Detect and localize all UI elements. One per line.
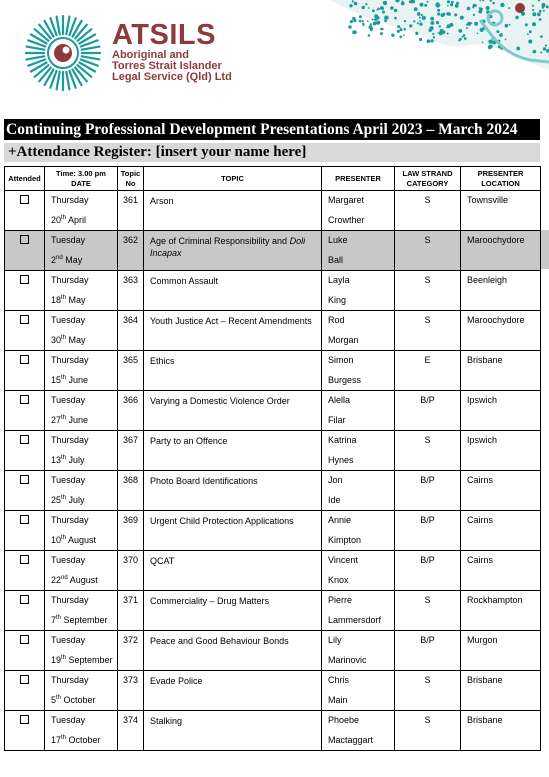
attended-checkbox[interactable] bbox=[20, 275, 29, 284]
atsils-emblem-icon bbox=[24, 14, 102, 92]
atsils-logo bbox=[24, 14, 102, 97]
topic-cell bbox=[144, 351, 322, 391]
date-cell bbox=[45, 311, 118, 351]
table-row bbox=[5, 271, 541, 311]
presenter-cell: Layla King bbox=[322, 271, 395, 311]
table-row bbox=[5, 631, 541, 671]
topic-cell bbox=[144, 471, 322, 511]
header-topic-no: Topic No bbox=[118, 167, 144, 191]
table-row bbox=[5, 351, 541, 391]
date-value: 2nd May bbox=[51, 254, 83, 265]
location-cell: Beenleigh bbox=[461, 271, 541, 311]
document-title: Continuing Professional Development Presentations April 2023 – March 2024 bbox=[4, 119, 540, 140]
topic-number: 368 bbox=[118, 471, 144, 511]
date-day: Tuesday bbox=[51, 475, 86, 485]
date-value: 25th July bbox=[51, 494, 85, 505]
date-value: 15th June bbox=[51, 374, 89, 385]
topic-text: Urgent Child Protection Applications bbox=[150, 516, 294, 526]
topic-cell bbox=[144, 631, 322, 671]
brand-block bbox=[112, 20, 232, 83]
date-cell bbox=[45, 511, 118, 551]
presenter-cell: Jon Ide bbox=[322, 471, 395, 511]
table-row bbox=[5, 311, 541, 351]
date-cell bbox=[45, 271, 118, 311]
topic-text: Commerciality – Drug Matters bbox=[150, 596, 270, 606]
attended-cell bbox=[5, 471, 45, 511]
attended-checkbox[interactable] bbox=[20, 195, 29, 204]
topic-cell bbox=[144, 391, 322, 431]
attended-checkbox[interactable] bbox=[20, 235, 29, 244]
category-cell: S bbox=[395, 431, 461, 471]
topic-number: 369 bbox=[118, 511, 144, 551]
date-value: 5th October bbox=[51, 694, 96, 705]
date-cell bbox=[45, 231, 118, 271]
presenter-cell: Phoebe Mactaggart bbox=[322, 711, 395, 751]
presenter-cell: Chris Main bbox=[322, 671, 395, 711]
presenter-cell: Lily Marinovic bbox=[322, 631, 395, 671]
brand-line-2: Torres Strait Islander bbox=[112, 60, 222, 72]
topic-cell bbox=[144, 431, 322, 471]
category-cell: S bbox=[395, 271, 461, 311]
location-cell: Cairns bbox=[461, 471, 541, 511]
brand-name: ATSILS bbox=[112, 19, 216, 51]
date-cell bbox=[45, 191, 118, 231]
table-row bbox=[5, 391, 541, 431]
topic-cell bbox=[144, 271, 322, 311]
table-row bbox=[5, 671, 541, 711]
attended-checkbox[interactable] bbox=[20, 715, 29, 724]
topic-cell bbox=[144, 311, 322, 351]
category-cell: E bbox=[395, 351, 461, 391]
date-day: Thursday bbox=[51, 355, 89, 365]
topic-number: 374 bbox=[118, 711, 144, 751]
attended-cell bbox=[5, 631, 45, 671]
date-day: Thursday bbox=[51, 195, 89, 205]
date-value: 22nd August bbox=[51, 574, 98, 585]
attended-checkbox[interactable] bbox=[20, 315, 29, 324]
location-cell: Cairns bbox=[461, 551, 541, 591]
attended-checkbox[interactable] bbox=[20, 635, 29, 644]
table-header-row bbox=[5, 167, 541, 191]
attended-cell bbox=[5, 311, 45, 351]
topic-cell bbox=[144, 711, 322, 751]
date-day: Tuesday bbox=[51, 555, 86, 565]
attended-checkbox[interactable] bbox=[20, 675, 29, 684]
category-cell: B/P bbox=[395, 391, 461, 431]
location-cell: Townsville bbox=[461, 191, 541, 231]
table-row bbox=[5, 471, 541, 511]
attended-checkbox[interactable] bbox=[20, 395, 29, 404]
topic-cell bbox=[144, 551, 322, 591]
topic-number: 367 bbox=[118, 431, 144, 471]
location-cell: Murgon bbox=[461, 631, 541, 671]
location-cell: Brisbane bbox=[461, 711, 541, 751]
decorative-artwork bbox=[330, 0, 549, 85]
date-day: Tuesday bbox=[51, 635, 86, 645]
presenter-cell: Katrina Hynes bbox=[322, 431, 395, 471]
table-row bbox=[5, 231, 541, 271]
presenter-cell: Pierre Lammersdorf bbox=[322, 591, 395, 631]
attended-cell bbox=[5, 391, 45, 431]
topic-text: Youth Justice Act – Recent Amendments bbox=[150, 316, 312, 326]
table-row bbox=[5, 511, 541, 551]
location-cell: Maroochydore bbox=[461, 231, 541, 271]
location-cell: Maroochydore bbox=[461, 311, 541, 351]
topic-text: Arson bbox=[150, 196, 174, 206]
presenter-cell: Margaret Crowther bbox=[322, 191, 395, 231]
topic-number: 372 bbox=[118, 631, 144, 671]
topic-text: Age of Criminal Responsibility and Doli Incapax bbox=[150, 236, 306, 258]
header-category: LAW STRAND CATEGORY bbox=[395, 167, 461, 191]
attended-checkbox[interactable] bbox=[20, 475, 29, 484]
row-highlight-overflow bbox=[540, 230, 549, 269]
date-value: 20th April bbox=[51, 214, 87, 225]
date-value: 18th May bbox=[51, 294, 86, 305]
date-cell bbox=[45, 711, 118, 751]
attended-checkbox[interactable] bbox=[20, 555, 29, 564]
topic-number: 366 bbox=[118, 391, 144, 431]
table-row bbox=[5, 431, 541, 471]
topic-cell bbox=[144, 591, 322, 631]
date-value: 27th June bbox=[51, 414, 89, 425]
date-value: 10th August bbox=[51, 534, 97, 545]
brand-line-1: Aboriginal and bbox=[112, 49, 189, 61]
category-cell: S bbox=[395, 191, 461, 231]
presenter-cell: Luke Ball bbox=[322, 231, 395, 271]
attended-cell bbox=[5, 511, 45, 551]
attended-cell bbox=[5, 431, 45, 471]
attended-cell bbox=[5, 191, 45, 231]
location-cell: Ipswich bbox=[461, 431, 541, 471]
presenter-cell: Rod Morgan bbox=[322, 311, 395, 351]
date-cell bbox=[45, 591, 118, 631]
presenter-cell: Simon Burgess bbox=[322, 351, 395, 391]
location-cell: Brisbane bbox=[461, 351, 541, 391]
table-row bbox=[5, 591, 541, 631]
date-cell bbox=[45, 551, 118, 591]
topic-number: 364 bbox=[118, 311, 144, 351]
topic-number: 373 bbox=[118, 671, 144, 711]
topic-number: 371 bbox=[118, 591, 144, 631]
date-value: 30th May bbox=[51, 334, 86, 345]
date-day: Tuesday bbox=[51, 715, 86, 725]
topic-text: Ethics bbox=[150, 356, 175, 366]
table-row bbox=[5, 711, 541, 751]
table-row bbox=[5, 191, 541, 231]
location-cell: Ipswich bbox=[461, 391, 541, 431]
header-location: PRESENTER LOCATION bbox=[461, 167, 541, 191]
topic-text: Photo Board Identifications bbox=[150, 476, 258, 486]
topic-cell bbox=[144, 231, 322, 271]
attended-cell bbox=[5, 351, 45, 391]
date-day: Thursday bbox=[51, 435, 89, 445]
attended-cell bbox=[5, 231, 45, 271]
date-value: 17th October bbox=[51, 734, 101, 745]
date-value: 19th September bbox=[51, 654, 113, 665]
category-cell: S bbox=[395, 671, 461, 711]
date-value: 13th July bbox=[51, 454, 85, 465]
date-day: Thursday bbox=[51, 515, 89, 525]
presentations-table bbox=[4, 166, 541, 751]
header-date: Time: 3.00 pm DATE bbox=[45, 167, 118, 191]
category-cell: B/P bbox=[395, 511, 461, 551]
attended-cell bbox=[5, 271, 45, 311]
topic-cell bbox=[144, 671, 322, 711]
date-day: Thursday bbox=[51, 675, 89, 685]
attended-checkbox[interactable] bbox=[20, 515, 29, 524]
topic-text: QCAT bbox=[150, 556, 175, 566]
topic-number: 365 bbox=[118, 351, 144, 391]
topic-number: 370 bbox=[118, 551, 144, 591]
brand-line-3: Legal Service (Qld) Ltd bbox=[112, 71, 232, 83]
attended-cell bbox=[5, 551, 45, 591]
attended-checkbox[interactable] bbox=[20, 355, 29, 364]
category-cell: S bbox=[395, 591, 461, 631]
attended-checkbox[interactable] bbox=[20, 435, 29, 444]
topic-text: Varying a Domestic Violence Order bbox=[150, 396, 290, 406]
presenter-cell: Annie Kimpton bbox=[322, 511, 395, 551]
category-cell: B/P bbox=[395, 631, 461, 671]
table-row bbox=[5, 551, 541, 591]
category-cell: S bbox=[395, 231, 461, 271]
location-cell: Brisbane bbox=[461, 671, 541, 711]
date-cell bbox=[45, 631, 118, 671]
category-cell: S bbox=[395, 311, 461, 351]
date-cell bbox=[45, 471, 118, 511]
attended-cell bbox=[5, 671, 45, 711]
attended-cell bbox=[5, 711, 45, 751]
date-day: Thursday bbox=[51, 275, 89, 285]
presenter-cell: Vincent Knox bbox=[322, 551, 395, 591]
topic-cell bbox=[144, 511, 322, 551]
date-day: Tuesday bbox=[51, 395, 86, 405]
attended-checkbox[interactable] bbox=[20, 595, 29, 604]
date-cell bbox=[45, 351, 118, 391]
topic-text: Evade Police bbox=[150, 676, 203, 686]
topic-text: Stalking bbox=[150, 716, 183, 726]
date-value: 7th September bbox=[51, 614, 108, 625]
attended-cell bbox=[5, 591, 45, 631]
date-day: Tuesday bbox=[51, 315, 86, 325]
header-attended: Attended bbox=[5, 167, 45, 191]
topic-number: 362 bbox=[118, 231, 144, 271]
date-cell bbox=[45, 391, 118, 431]
date-day: Thursday bbox=[51, 595, 89, 605]
header-presenter: PRESENTER bbox=[322, 167, 395, 191]
presenter-cell: Alella Filar bbox=[322, 391, 395, 431]
topic-number: 363 bbox=[118, 271, 144, 311]
date-cell bbox=[45, 671, 118, 711]
location-cell: Rockhampton bbox=[461, 591, 541, 631]
topic-text: Party to an Offence bbox=[150, 436, 228, 446]
topic-text: Peace and Good Behaviour Bonds bbox=[150, 636, 289, 646]
location-cell: Cairns bbox=[461, 511, 541, 551]
category-cell: B/P bbox=[395, 471, 461, 511]
attendance-register-line: +Attendance Register: [insert your name here] bbox=[4, 143, 540, 162]
date-day: Tuesday bbox=[51, 235, 86, 245]
header-topic: TOPIC bbox=[144, 167, 322, 191]
category-cell: S bbox=[395, 711, 461, 751]
topic-cell bbox=[144, 191, 322, 231]
topic-number: 361 bbox=[118, 191, 144, 231]
category-cell: B/P bbox=[395, 551, 461, 591]
topic-text: Common Assault bbox=[150, 276, 219, 286]
date-cell bbox=[45, 431, 118, 471]
